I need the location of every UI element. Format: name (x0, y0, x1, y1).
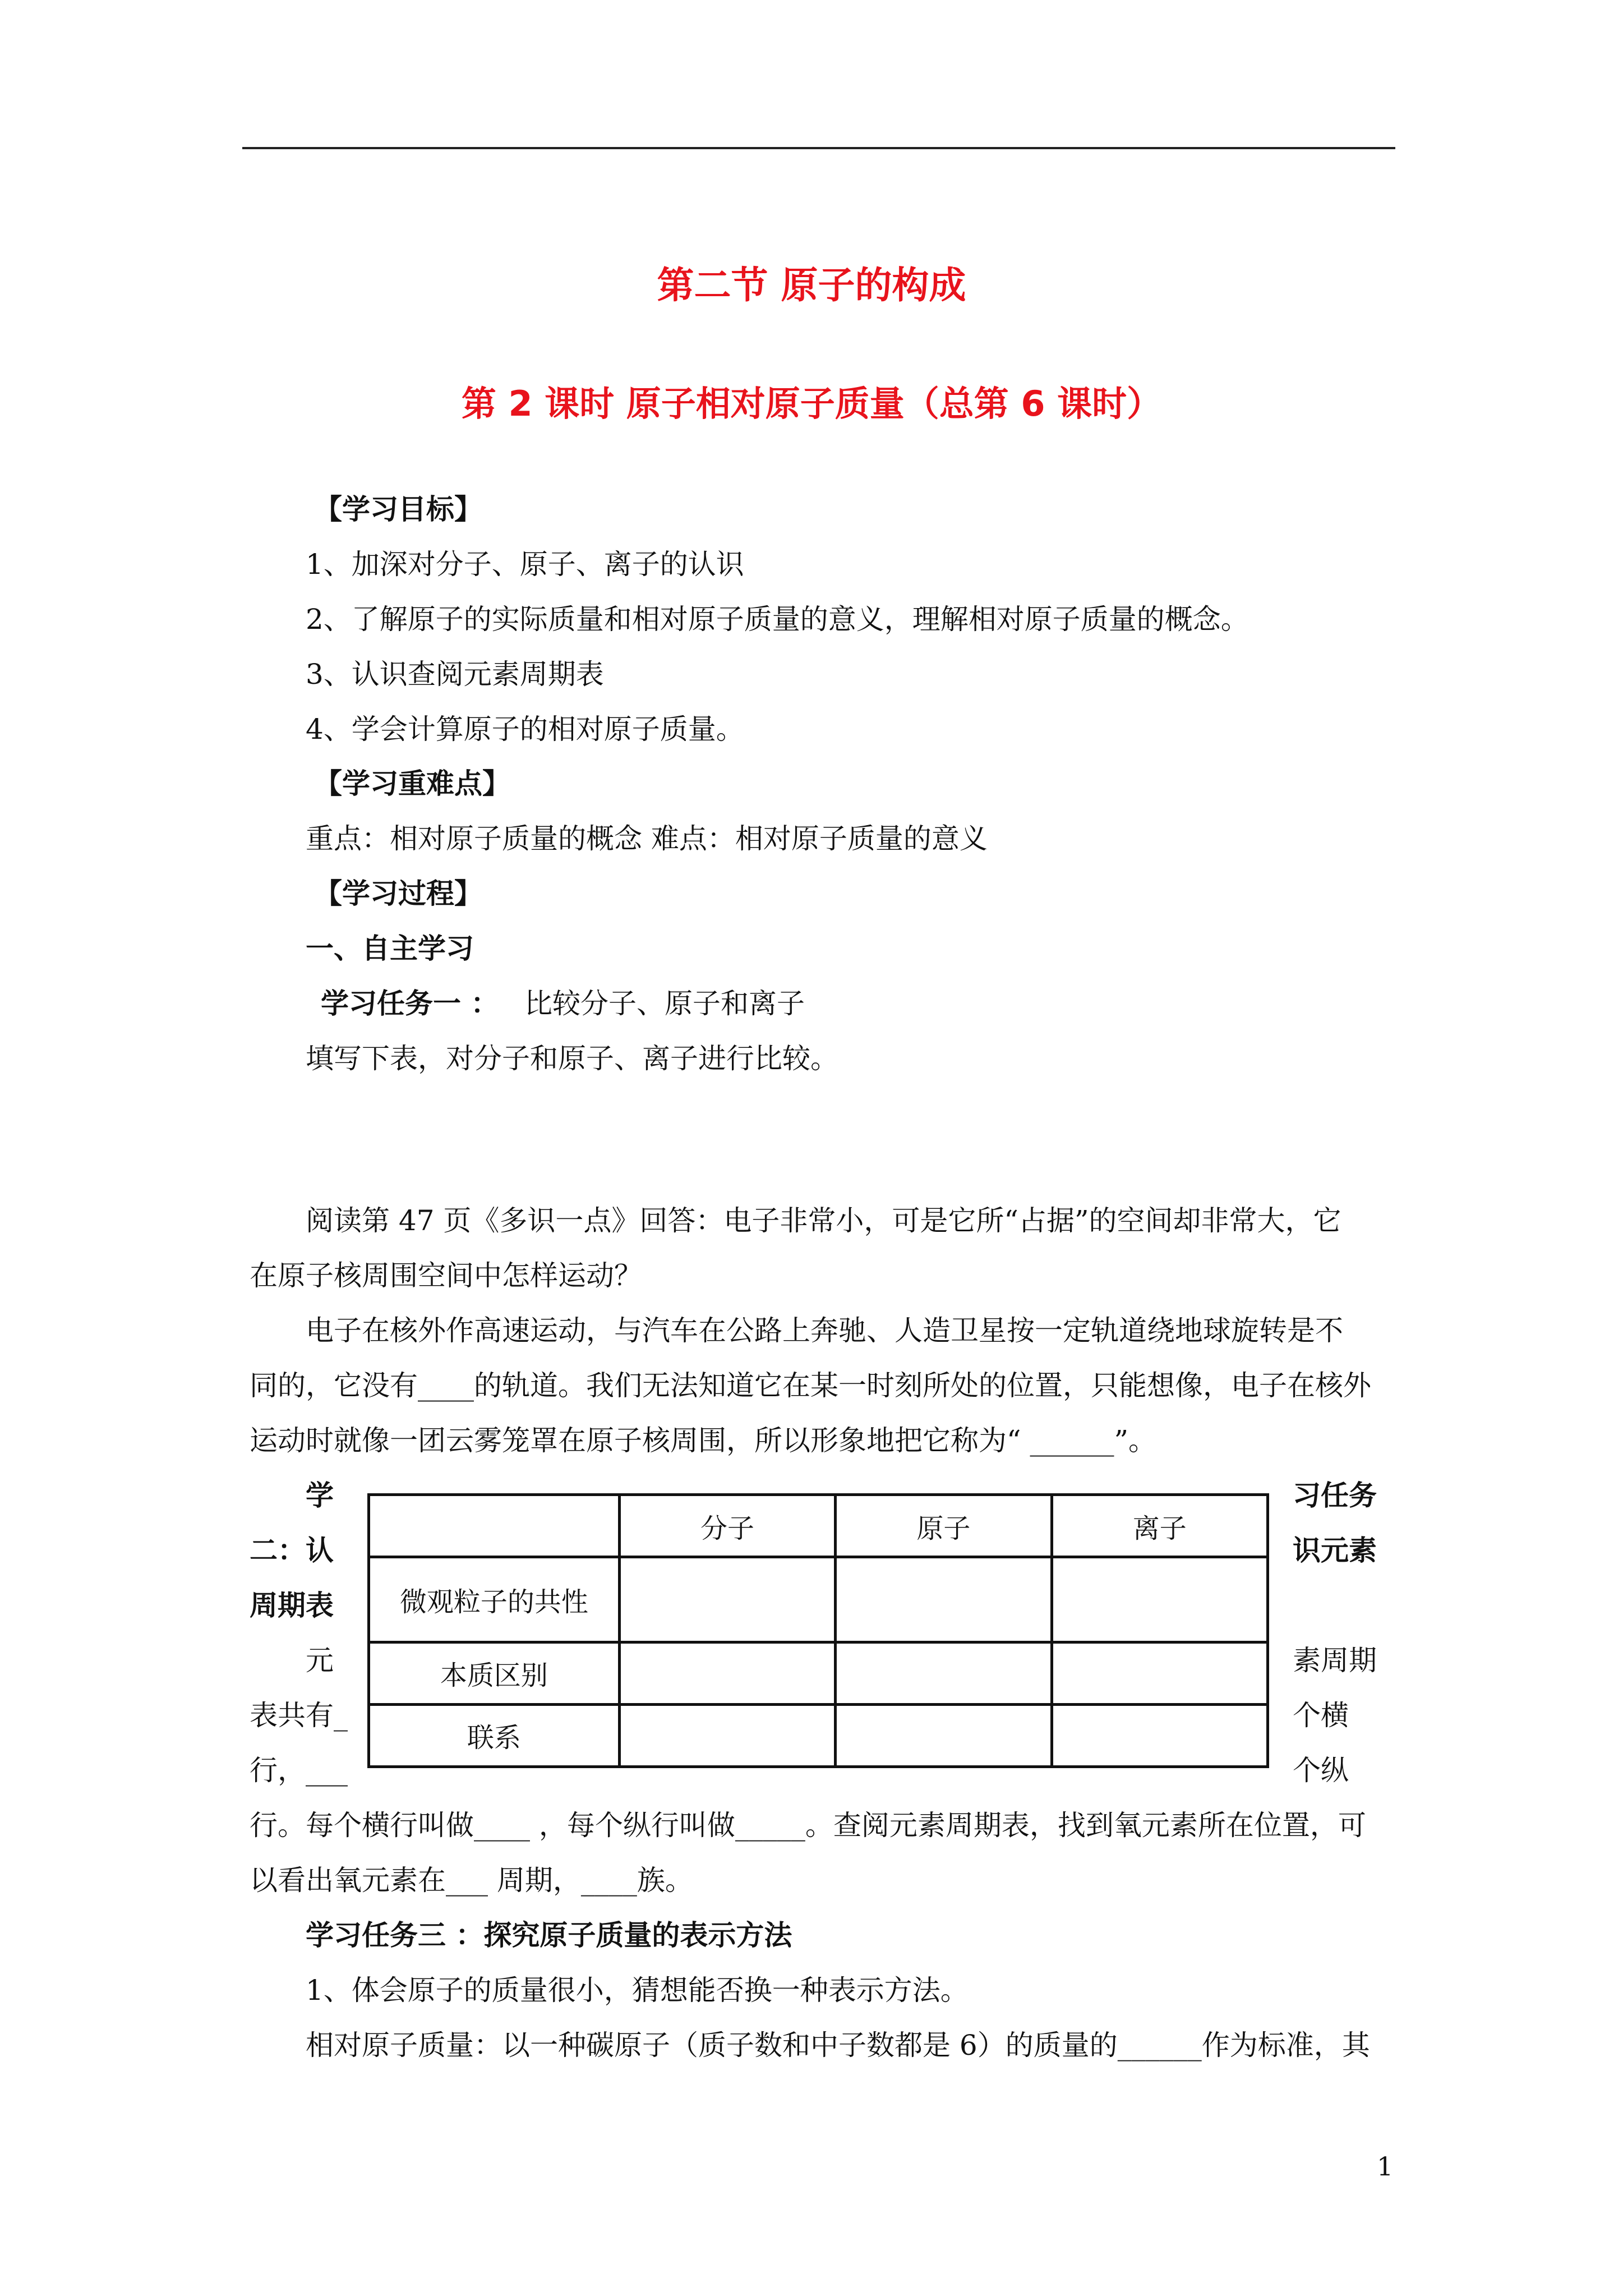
part-one-heading: 一、自主学习 (306, 932, 474, 965)
task2-fragment: 素周期 (1293, 1644, 1377, 1677)
task2-fragment: 个纵 (1293, 1754, 1349, 1787)
goal-item: 4、学会计算原子的相对原子质量。 (306, 713, 744, 746)
task-one-instruction: 填写下表，对分子和原子、离子进行比较。 (306, 1042, 838, 1075)
header-rule (242, 147, 1395, 149)
page-subtitle: 第 2 课时 原子相对原子质量（总第 6 课时） (461, 383, 1162, 424)
table-cell[interactable] (1052, 1557, 1267, 1642)
table-cell[interactable] (1052, 1704, 1267, 1766)
reading-paragraph: 阅读第 47 页《多识一点》回答：电子非常小，可是它所“占据”的空间却非常大，它 (306, 1204, 1341, 1237)
table-cell[interactable] (1052, 1642, 1267, 1704)
comparison-table (367, 1493, 1269, 1768)
task2-fragment: 习任务 (1293, 1479, 1377, 1512)
task-three-heading: 学习任务三 ：探究原子质量的表示方法 (306, 1919, 792, 1952)
task2-line: 以看出氧元素在___ 周期，____族。 (250, 1864, 693, 1897)
table-cell[interactable] (836, 1557, 1052, 1642)
task2-fragment: 行，___ (250, 1754, 348, 1787)
table-cell[interactable] (619, 1557, 835, 1642)
goal-item: 2、了解原子的实际质量和相对原子质量的意义，理解相对原子质量的概念。 (306, 603, 1249, 636)
reading-paragraph: 运动时就像一团云雾笼罩在原子核周围，所以形象地把它称为“ ______”。 (250, 1424, 1157, 1457)
task-three-line: 相对原子质量：以一种碳原子（质子数和中子数都是 6）的质量的______作为标准，其 (306, 2029, 1370, 2062)
task-three-line: 1、体会原子的质量很小，猜想能否换一种表示方法。 (306, 1974, 969, 2007)
goals-heading: 【学习目标】 (314, 493, 482, 526)
reading-paragraph: 电子在核外作高速运动，与汽车在公路上奔驰、人造卫星按一定轨道绕地球旋转是不 (306, 1314, 1343, 1347)
table-cell[interactable] (836, 1704, 1052, 1766)
table-row-label: 微观粒子的共性 (369, 1557, 620, 1642)
task2-fragment: 周期表 (250, 1589, 334, 1622)
task2-fragment: 表共有_ (250, 1699, 348, 1732)
reading-paragraph: 在原子核周围空间中怎样运动？ (250, 1259, 642, 1292)
table-header-cell: 原子 (836, 1495, 1052, 1557)
page-number: 1 (1377, 2151, 1394, 2182)
task2-line: 行。每个横行叫做____ ，每个纵行叫做_____。查阅元素周期表，找到氧元素所在位置，可 (250, 1809, 1366, 1842)
process-heading: 【学习过程】 (314, 877, 482, 910)
key-points-heading: 【学习重难点】 (314, 767, 510, 800)
table-cell[interactable] (836, 1642, 1052, 1704)
key-points-text: 重点：相对原子质量的概念 难点：相对原子质量的意义 (306, 822, 988, 855)
table-header-cell (369, 1495, 620, 1557)
table-cell[interactable] (619, 1642, 835, 1704)
task2-fragment: 个横 (1293, 1699, 1349, 1732)
task2-fragment: 元 (306, 1644, 334, 1677)
task2-fragment: 二：认 (250, 1534, 334, 1567)
task2-fragment: 学 (306, 1479, 334, 1512)
task-one-text: 比较分子、原子和离子 (524, 987, 805, 1020)
goal-item: 1、加深对分子、原子、离子的认识 (306, 548, 744, 581)
table-row-label: 联系 (369, 1704, 620, 1766)
table-header-cell: 分子 (619, 1495, 835, 1557)
table-cell[interactable] (619, 1704, 835, 1766)
task-one-label: 学习任务一 ： (321, 987, 499, 1020)
task2-fragment: 识元素 (1293, 1534, 1377, 1567)
table-row-label: 本质区别 (369, 1642, 620, 1704)
page-title: 第二节 原子的构成 (657, 264, 966, 307)
reading-paragraph: 同的，它没有____的轨道。我们无法知道它在某一时刻所处的位置，只能想像，电子在核外 (250, 1369, 1371, 1402)
table-header-cell: 离子 (1052, 1495, 1267, 1557)
goal-item: 3、认识查阅元素周期表 (306, 658, 604, 691)
